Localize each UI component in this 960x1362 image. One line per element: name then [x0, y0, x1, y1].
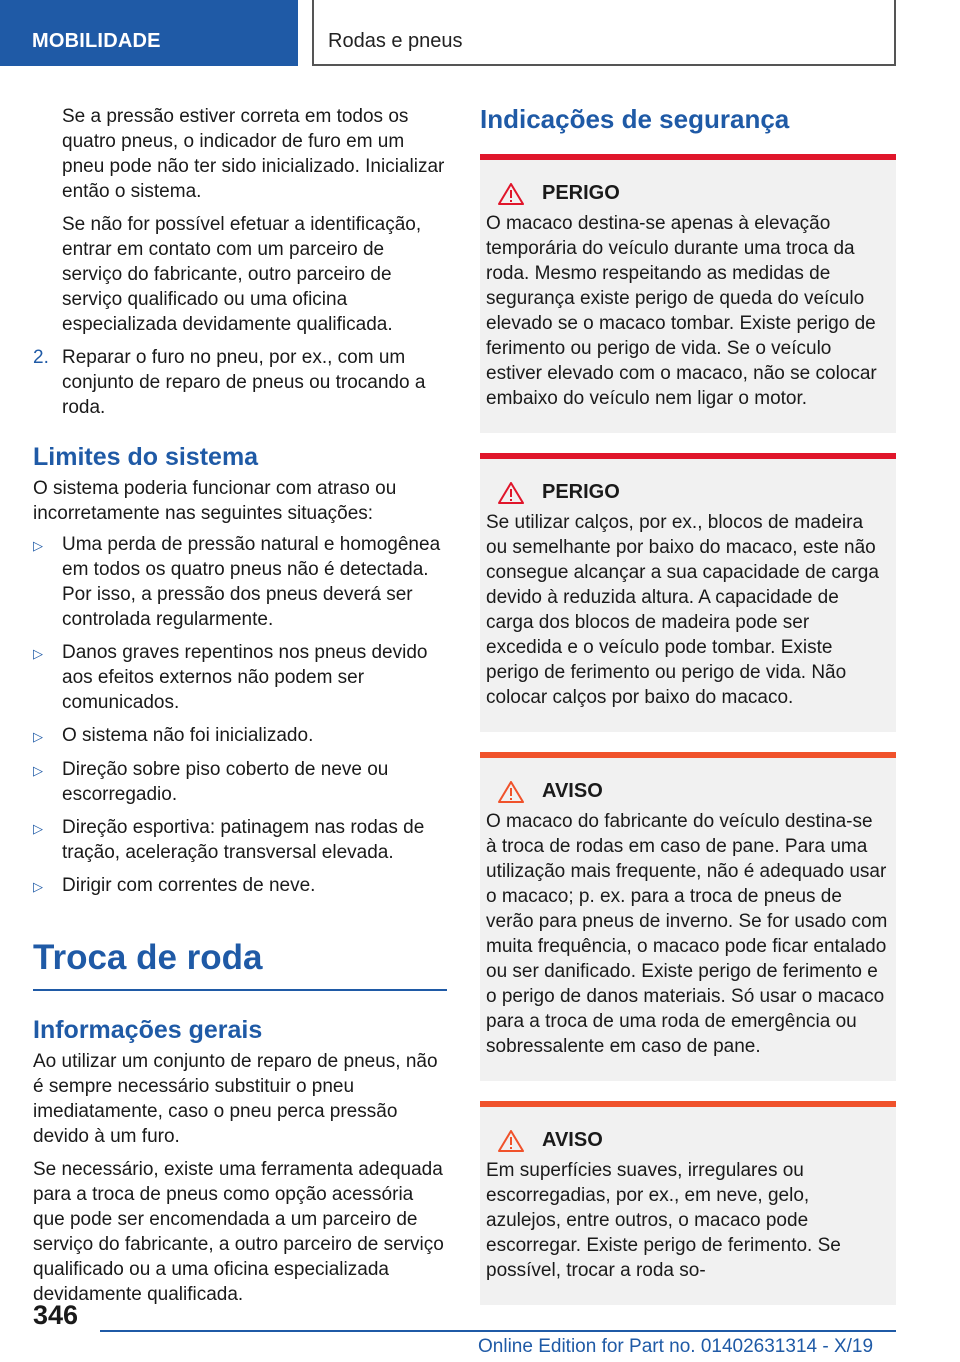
triangle-bullet-icon: ▷	[33, 821, 43, 836]
list-item-text: Dirigir com correntes de neve.	[62, 875, 316, 896]
list-item-text: Uma perda de pressão natural e homogênea em todos os quatro pneus não é detectada. Por isso, a pressão dos pneus deverá ser controlada regularmente.	[62, 534, 441, 630]
warning-label: PERIGO	[542, 182, 620, 204]
right-column	[480, 104, 896, 1305]
warning-label: AVISO	[542, 1129, 603, 1151]
intro-paragraph-1: Se a pressão estiver correta em todos os quatro pneus, o indicador de furo em um pneu pode não ter sido inicializado. Inicializar então o sistema.	[62, 106, 445, 202]
intro-paragraph-2: Se não for possível efetuar a identificação, entrar em contato com um parceiro de serviço do fabricante, outro parceiro de serviço qualificado ou uma oficina especializada devidamente qualificada.	[62, 214, 422, 335]
chapter-tab: MOBILIDADE	[0, 0, 298, 66]
triangle-bullet-icon: ▷	[33, 538, 43, 553]
info-heading: Informações gerais	[33, 1016, 263, 1044]
list-item	[33, 723, 447, 749]
warning-text: O macaco destina-se apenas à elevação temporária do veículo durante uma troca da roda. Mesmo respeitando as medidas de segurança existe perigo de queda do veículo elevado se o macaco tombar. Existe perigo de ferimento ou perigo de vida. Se o veículo estiver elevado com o macaco, não se colocar embaixo do veículo nem ligar o motor.	[486, 213, 877, 409]
warning-label: AVISO	[542, 780, 603, 802]
limits-heading: Limites do sistema	[33, 443, 259, 471]
caution-box	[480, 752, 896, 1081]
warning-text: Em superfícies suaves, irregulares ou escorregadias, por ex., em neve, gelo, azulejos, entre outros, o macaco pode escorregar. Existe perigo de ferimento. Se possível, trocar a roda so-	[486, 1160, 841, 1281]
left-column	[33, 104, 447, 1307]
danger-box	[480, 453, 896, 732]
warning-triangle-icon	[498, 183, 524, 205]
caution-box	[480, 1101, 896, 1305]
triangle-bullet-icon: ▷	[33, 879, 43, 894]
triangle-bullet-icon: ▷	[33, 729, 43, 744]
list-item	[33, 757, 447, 807]
step-text: Reparar o furo no pneu, por ex., com um conjunto de reparo de pneus ou trocando a roda.	[62, 347, 426, 418]
warning-triangle-icon	[498, 1130, 524, 1152]
safety-heading: Indicações de segurança	[480, 104, 790, 134]
warning-text: O macaco do fabricante do veículo destina-se à troca de rodas em caso de pane. Para uma utilização mais frequente, não é adequado usar o macaco; p. ex. para a troca de pneus de verão para pneus de inverno. Se for usado com muita frequência, o macaco pode ficar entalado ou ser danificado. Existe perigo de ferimento e o perigo de danos materiais. Só usar o macaco para a troca de uma roda de emergência ou sobressalente em caso de pane.	[486, 811, 888, 1057]
list-item-text: Direção sobre piso coberto de neve ou escorregadio.	[62, 759, 389, 805]
triangle-bullet-icon: ▷	[33, 763, 43, 778]
warning-triangle-icon	[498, 781, 524, 803]
danger-box	[480, 154, 896, 433]
warning-text: Se utilizar calços, por ex., blocos de madeira ou semelhante por baixo do macaco, este não consegue alcançar a sua capacidade de carga devido à reduzida altura. A capacidade de carga dos blocos de madeira pode ser excedida e o veículo pode tombar. Existe perigo de ferimento ou perigo de vida. Não colocar calços por baixo do macaco.	[486, 512, 879, 708]
limits-list	[33, 532, 447, 899]
list-item-text: Direção esportiva: patinagem nas rodas de tração, aceleração transversal elevada.	[62, 817, 425, 863]
step-number: 2.	[33, 347, 49, 368]
limits-intro: O sistema poderia funcionar com atraso ou incorretamente nas seguintes situações:	[33, 478, 397, 524]
list-item-text: O sistema não foi inicializado.	[62, 725, 314, 746]
info-paragraph-1: Ao utilizar um conjunto de reparo de pneus, não é sempre necessário substituir o pneu imediatamente, caso o pneu perca pressão devido à um furo.	[33, 1051, 438, 1147]
triangle-bullet-icon: ▷	[33, 646, 43, 661]
list-item	[33, 815, 447, 865]
step-item	[33, 345, 447, 420]
info-paragraph-2: Se necessário, existe uma ferramenta adequada para a troca de pneus como opção acessória que pode ser encomendada a um parceiro de serviço do fabricante, a outro parceiro de serviço qualificado ou a uma oficina especializada devidamente qualificada.	[33, 1159, 444, 1305]
section-title: Rodas e pneus	[312, 0, 896, 66]
warning-label: PERIGO	[542, 481, 620, 503]
edition-footer: Online Edition for Part no. 01402631314 - X/19	[478, 1336, 874, 1357]
warning-triangle-icon	[498, 482, 524, 504]
list-item-text: Danos graves repentinos nos pneus devido aos efeitos externos não podem ser comunicados.	[62, 642, 428, 713]
chapter-heading: Troca de roda	[33, 937, 447, 991]
list-item	[33, 873, 447, 899]
list-item	[33, 532, 447, 632]
list-item	[33, 640, 447, 715]
page-number: 346	[33, 1300, 79, 1330]
footer-divider	[100, 1330, 896, 1332]
